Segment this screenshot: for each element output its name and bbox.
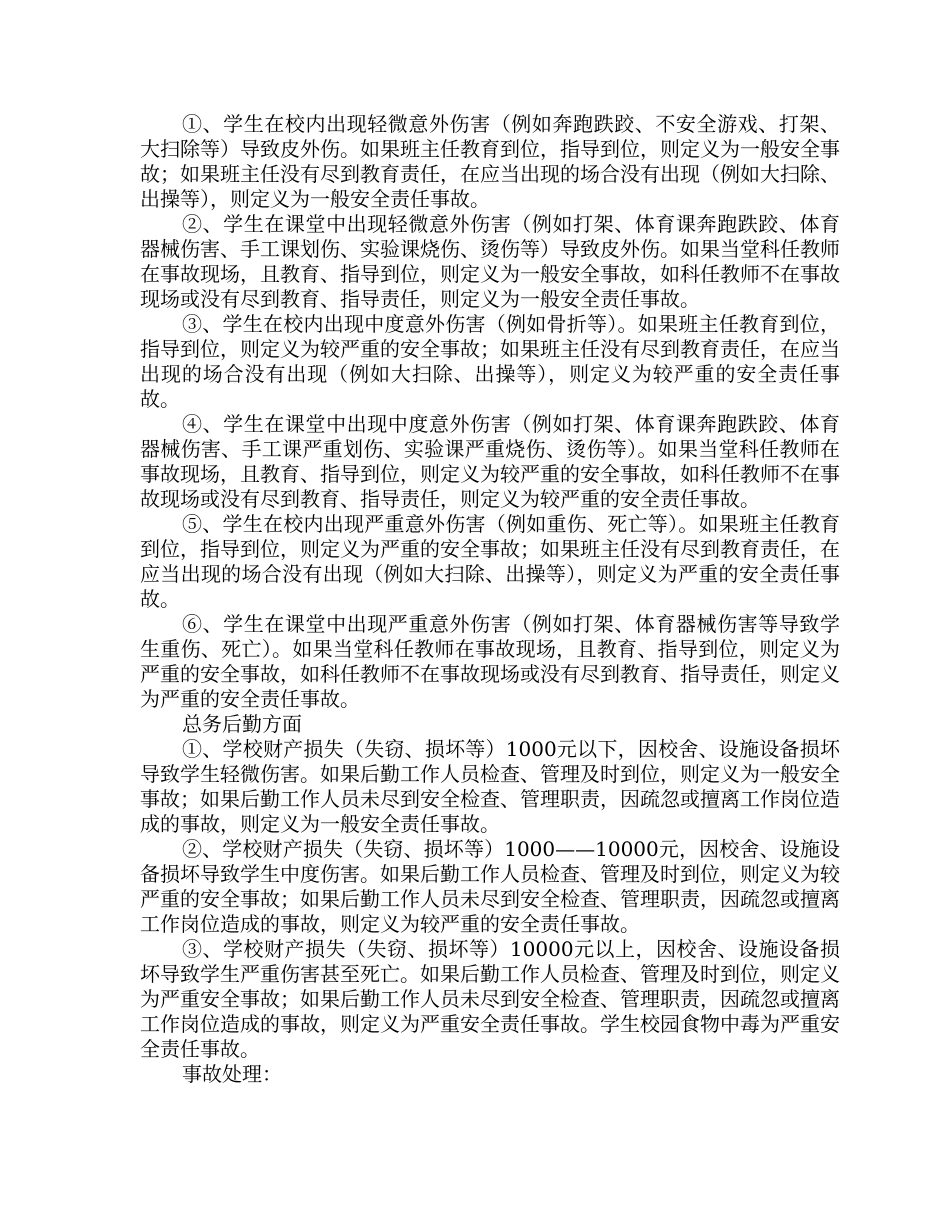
paragraph-property-loss-severe: ③、学校财产损失（失窃、损坏等）10000元以上，因校舍、设施设备损坏导致学生严重伤害甚至死亡。如果后勤工作人员检查、管理及时到位，则定义为严重安全事故；如果后勤工作人员未尽到安全检查、管理职责，因疏忽或擅离工作岗位造成的事故，则定义为严重安全责任事故。学生校园食物中毒为严重安全责任事故。	[140, 937, 840, 1061]
document-body	[140, 112, 840, 1087]
section-heading-logistics: 总务后勤方面	[182, 712, 302, 736]
paragraph-property-loss-moderate: ②、学校财产损失（失窃、损坏等）1000——10000元，因校舍、设施设备损坏导致学生中度伤害。如果后勤工作人员检查、管理及时到位，则定义为较严重的安全事故；如果后勤工作人员未尽到安全检查、管理职责，因疏忽或擅离工作岗位造成的事故，则定义为较严重的安全责任事故。	[140, 837, 840, 936]
paragraph-classroom-severe-injury: ⑥、学生在课堂中出现严重意外伤害（例如打架、体育器械伤害等导致学生重伤、死亡）。如果当堂科任教师在事故现场，且教育、指导到位，则定义为严重的安全事故，如科任教师不在事故现场或没有尽到教育、指导责任，则定义为严重的安全责任事故。	[140, 612, 840, 711]
paragraph-classroom-minor-injury: ②、学生在课堂中出现轻微意外伤害（例如打架、体育课奔跑跌跤、体育器械伤害、手工课划伤、实验课烧伤、烫伤等）导致皮外伤。如果当堂科任教师在事故现场，且教育、指导到位，则定义为一般安全事故，如科任教师不在事故现场或没有尽到教育、指导责任，则定义为一般安全责任事故。	[140, 212, 840, 311]
paragraph-class-teacher-severe-injury: ⑤、学生在校内出现严重意外伤害（例如重伤、死亡等）。如果班主任教育到位，指导到位，则定义为严重的安全事故；如果班主任没有尽到教育责任，在应当出现的场合没有出现（例如大扫除、出操等），则定义为严重的安全责任事故。	[140, 512, 840, 611]
paragraph-property-loss-minor: ①、学校财产损失（失窃、损坏等）1000元以下，因校舍、设施设备损坏导致学生轻微伤害。如果后勤工作人员检查、管理及时到位，则定义为一般安全事故；如果后勤工作人员未尽到安全检查、管理职责，因疏忽或擅离工作岗位造成的事故，则定义为一般安全责任事故。	[140, 737, 840, 836]
paragraph-class-teacher-minor-injury: ①、学生在校内出现轻微意外伤害（例如奔跑跌跤、不安全游戏、打架、大扫除等）导致皮外伤。如果班主任教育到位，指导到位，则定义为一般安全事故；如果班主任没有尽到教育责任，在应当出现的场合没有出现（例如大扫除、出操等），则定义为一般安全责任事故。	[140, 112, 840, 211]
paragraph-class-teacher-moderate-injury: ③、学生在校内出现中度意外伤害（例如骨折等）。如果班主任教育到位，指导到位，则定义为较严重的安全事故；如果班主任没有尽到教育责任，在应当出现的场合没有出现（例如大扫除、出操等），则定义为较严重的安全责任事故。	[140, 312, 840, 411]
paragraph-classroom-moderate-injury: ④、学生在课堂中出现中度意外伤害（例如打架、体育课奔跑跌跤、体育器械伤害、手工课严重划伤、实验课严重烧伤、烫伤等）。如果当堂科任教师在事故现场，且教育、指导到位，则定义为较严重的安全事故，如科任教师不在事故现场或没有尽到教育、指导责任，则定义为较严重的安全责任事故。	[140, 412, 840, 511]
section-heading-accident-handling: 事故处理：	[182, 1062, 282, 1086]
